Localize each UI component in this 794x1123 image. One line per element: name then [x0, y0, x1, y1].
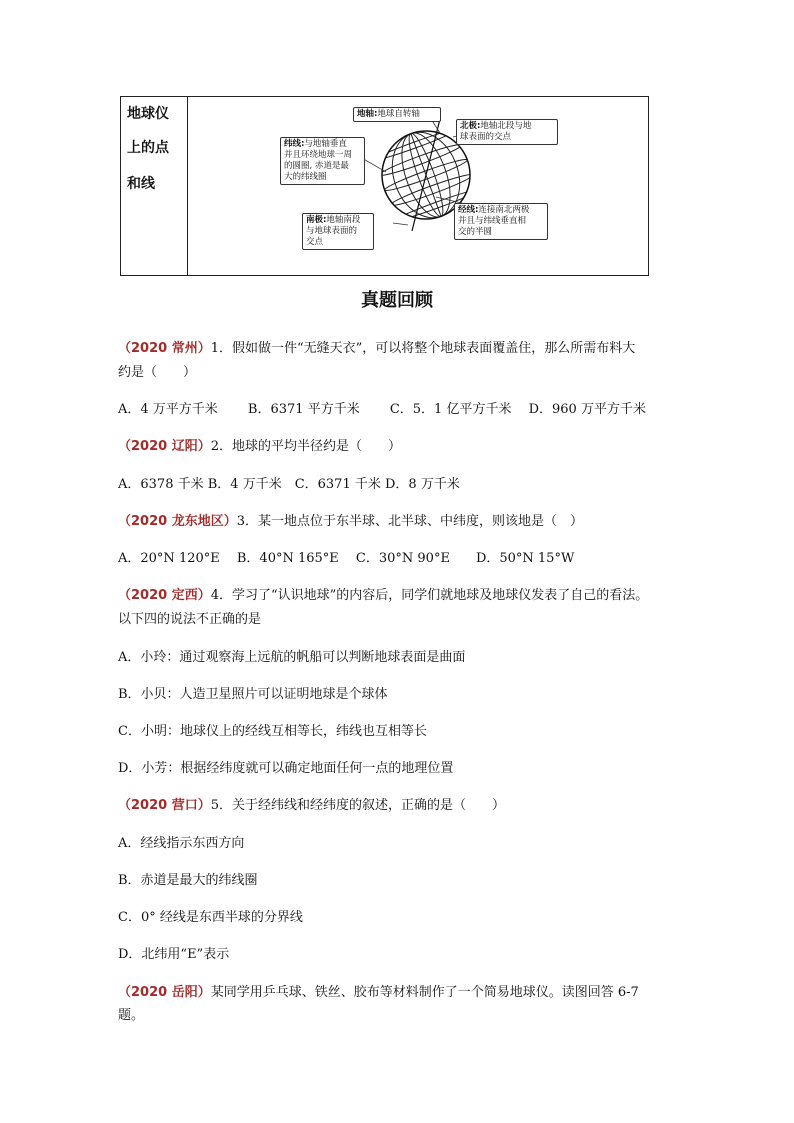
- callout-south-text-2: 与地球表面的: [306, 226, 358, 236]
- callout-south-text-3: 交点: [306, 237, 324, 247]
- table-label-line-2: 上的点: [127, 140, 169, 156]
- q1-options: A．4 万平方千米 B．6371 平方千米 C．5．1 亿平方千米 D．960 万平方千米: [118, 402, 646, 417]
- q4-source: （2020 定西）: [118, 588, 211, 603]
- q6-stem-line-1: [118, 981, 639, 1000]
- q3-stem: 3．某一地点位于东半球、北半球、中纬度，则该地是（ ）: [236, 514, 583, 529]
- callout-axis: [353, 107, 441, 122]
- q3-source: （2020 龙东地区）: [118, 514, 237, 529]
- callout-longitude: [454, 203, 548, 240]
- q6-stem-2: 题。: [118, 1008, 145, 1023]
- q3-options: A．20°N 120°E B．40°N 165°E C．30°N 90°E D．50°N 15°W: [118, 551, 575, 566]
- q5-option-d: D．北纬用“E”表示: [118, 947, 230, 962]
- q4-stem-1: 4．学习了“认识地球”的内容后，同学们就地球及地球仪发表了自己的看法。: [210, 588, 649, 603]
- q4-option-a: A．小玲：通过观察海上远航的帆船可以判断地球表面是曲面: [118, 650, 466, 665]
- callout-south-title: 南极:: [306, 215, 327, 225]
- q1-source: （2020 常州）: [118, 341, 211, 356]
- q4-option-c: C．小明：地球仪上的经线互相等长，纬线也互相等长: [118, 724, 427, 739]
- callout-lat-title: 纬线:: [284, 139, 305, 149]
- q4-option-b: B．小贝：人造卫星照片可以证明地球是个球体: [118, 687, 388, 702]
- callout-lat-text-4: 大的纬线圈: [284, 172, 327, 182]
- callout-north-text-1: 地轴北段与地: [480, 121, 532, 131]
- callout-axis-title: 地轴:: [357, 109, 378, 119]
- q2-stem: 2．地球的平均半径约是（ ）: [210, 439, 401, 454]
- callout-north-text-2: 球表面的交点: [460, 132, 512, 142]
- q5-option-b: B．赤道是最大的纬线圈: [118, 873, 258, 888]
- callout-axis-text: 地球自转轴: [377, 109, 420, 119]
- callout-north-pole: [456, 119, 558, 145]
- table-label-cell: [121, 97, 187, 275]
- q1-stem-line-1: [118, 337, 635, 356]
- q5-stem: 5．关于经纬线和经纬度的叙述，正确的是（ ）: [210, 798, 505, 813]
- q5-option-a: A．经线指示东西方向: [118, 836, 245, 851]
- globe-diagram: [188, 97, 649, 275]
- q5-option-c: C．0° 经线是东西半球的分界线: [118, 910, 303, 925]
- callout-north-title: 北极:: [460, 121, 481, 131]
- section-title: 真题回顾: [361, 290, 433, 311]
- q5-source: （2020 营口）: [118, 798, 211, 813]
- q2-stem-line: [118, 435, 401, 454]
- q6-stem-1: 某同学用乒乓球、铁丝、胶布等材料制作了一个简易地球仪。读图回答 6-7: [210, 985, 639, 1000]
- callout-lat-text-1: 与地轴垂直: [304, 139, 347, 149]
- q4-stem-2: 以下四的说法不正确的是: [118, 612, 262, 627]
- callout-south-pole: [302, 213, 374, 250]
- callout-latitude: [280, 137, 365, 185]
- q3-stem-line: [118, 510, 583, 529]
- callout-lon-title: 经线:: [458, 205, 479, 215]
- q4-option-d: D．小芳：根据经纬度就可以确定地面任何一点的地理位置: [118, 761, 454, 776]
- knowledge-table: [120, 96, 649, 276]
- callout-lon-text-1: 连接南北两极: [478, 205, 530, 215]
- callout-south-text-1: 地轴南段: [326, 215, 361, 225]
- callout-lon-text-3: 交的半圆: [458, 227, 493, 237]
- callout-lat-text-2: 并且环绕地球一周: [284, 150, 353, 160]
- globe-illustration: [188, 97, 649, 275]
- q1-stem-2: 约是（ ）: [118, 365, 197, 380]
- q2-source: （2020 辽阳）: [118, 439, 211, 454]
- table-label-line-3: 和线: [127, 176, 155, 192]
- q1-stem-1: 1．假如做一件“无缝天衣”，可以将整个地球表面覆盖住，那么所需布料大: [210, 341, 636, 356]
- q4-stem-line-1: [118, 584, 648, 603]
- q6-source: （2020 岳阳）: [118, 985, 211, 1000]
- callout-lat-text-3: 的圆圈, 赤道是最: [284, 161, 349, 171]
- table-label-line-1: 地球仪: [127, 106, 169, 122]
- q5-stem-line: [118, 794, 505, 813]
- q2-options: A．6378 千米 B．4 万千米 C．6371 千米 D．8 万千米: [118, 477, 460, 492]
- callout-lon-text-2: 并且与纬线垂直相: [458, 216, 527, 226]
